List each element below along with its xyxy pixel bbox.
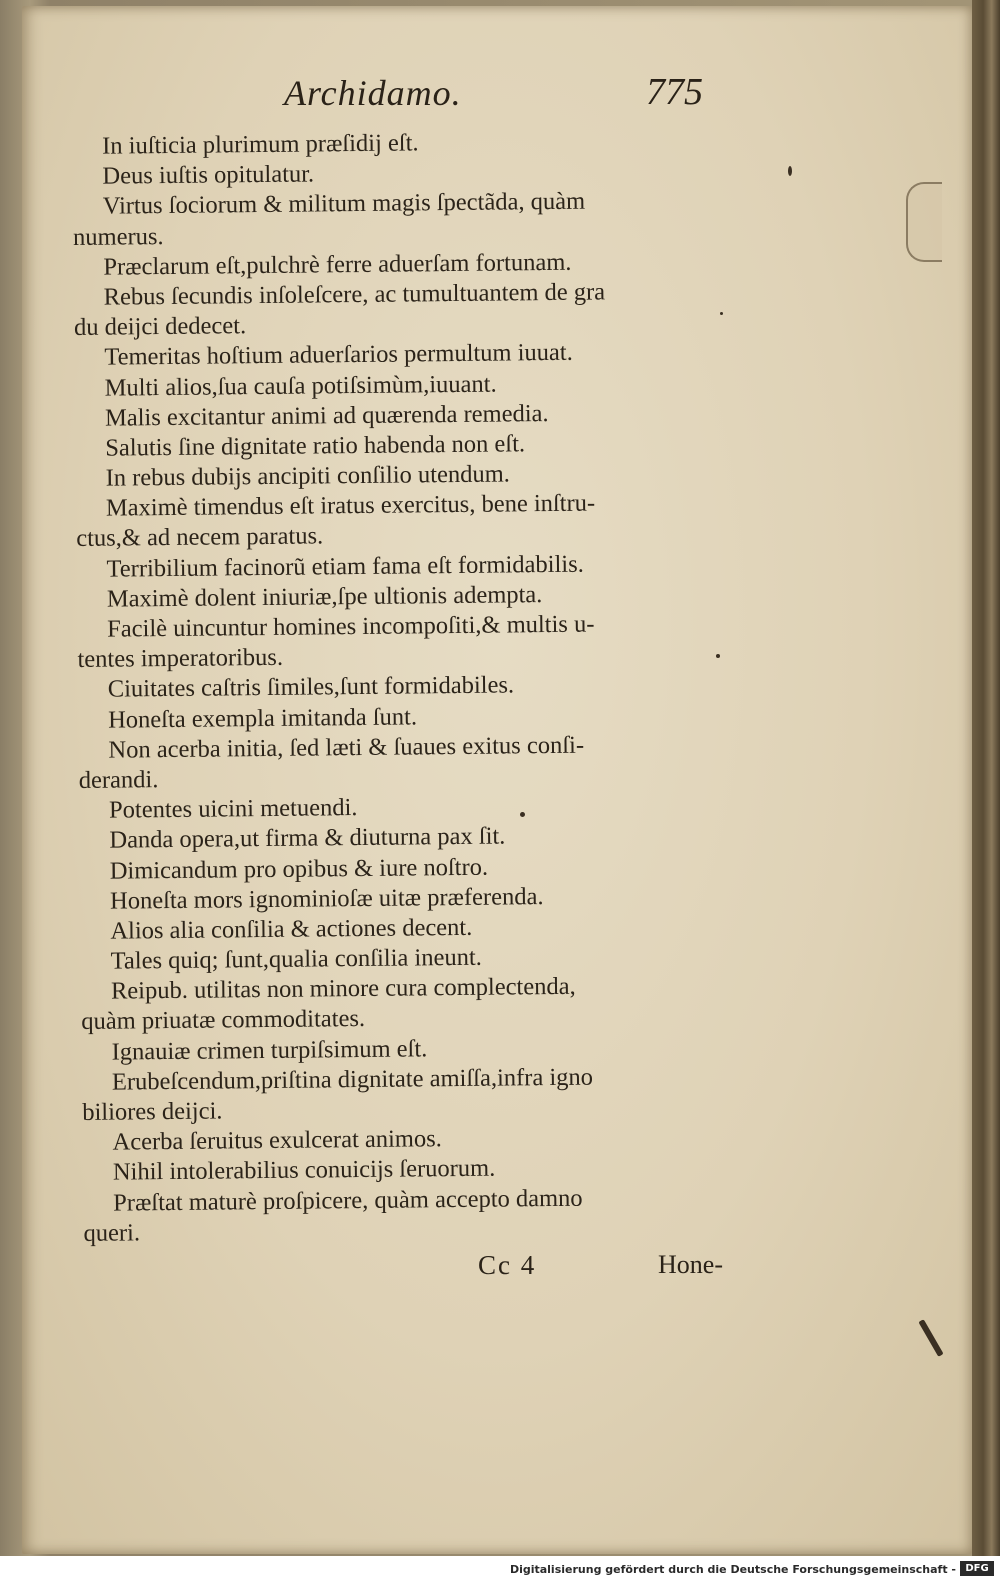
text-line: Reipub. utilitas non minore cura complectenda, [110,973,576,1005]
text-line: In rebus dubijs ancipiti conſilio utendum. [105,460,510,492]
text-line: derandi. [78,766,159,794]
text-line: biliores deijci. [82,1097,223,1126]
text-line: ctus,& ad necem paratus. [76,522,324,553]
text-line: Danda opera,ut firma & diuturna pax ſit. [109,822,506,854]
dfg-logo: DFG [960,1561,994,1576]
paper-speck [720,312,723,315]
signature-mark: Cc 4 [478,1250,537,1280]
text-line: Dimicandum pro opibus & iure noſtro. [109,853,489,885]
text-block [72,125,754,1249]
text-line: Tales quiq; ſunt,qualia conſilia ineunt. [110,943,482,975]
page-number: 775 [646,71,703,113]
text-line: Multi alios,ſua cauſa potiſsimùm,iuuant. [104,370,497,402]
text-line: Alios alia conſilia & actiones decent. [110,913,473,945]
credit-bar [0,1556,1000,1580]
running-header-title: Archidamo. [284,73,462,113]
catchword: Hone- [658,1250,723,1279]
text-line: queri. [83,1219,141,1247]
text-line: Rebus ſecundis inſoleſcere, ac tumultuantem de gra [103,278,606,311]
text-line: Honeſta mors ignominioſæ uitæ præferenda. [109,882,544,915]
text-line: Erubeſcendum,priſtina dignitate amiſſa,infra igno [111,1063,594,1096]
text-line: Ciuitates caſtris ſimiles,ſunt formidabiles. [107,671,515,704]
text-line: Virtus ſociorum & militum magis ſpectãda, quàm [102,188,586,221]
text-line: Facilè uincuntur homines incompoſiti,& multis u- [107,610,595,643]
paper-speck [716,654,720,658]
text-line: Temeritas hoſtium aduerſarios permultum iuuat. [104,339,573,371]
text-line: Salutis ſine dignitate ratio habenda non eſt. [105,430,526,462]
text-line: Præſtat maturè proſpicere, quàm accepto damno [113,1184,583,1217]
text-line: Maximè dolent iniuriæ,ſpe ultionis adempta. [106,580,543,613]
text-line: Ignauiæ crimen turpiſsimum eſt. [111,1034,428,1066]
text-line: Acerba ſeruitus exulcerat animos. [112,1125,442,1156]
text-line: Terribilium facinorũ etiam fama eſt formidabilis. [106,550,584,583]
text-line: Non acerba initia, ſed læti & ſuaues exitus conſi- [108,731,585,764]
text-line: Malis excitantur animi ad quærenda remedia. [104,399,549,432]
page-clip [906,182,942,262]
text-line: numerus. [72,222,164,251]
text-line: Nihil intolerabilius conuicijs ſeruorum. [112,1155,496,1187]
text-line: Honeſta exempla imitanda ſunt. [108,702,418,734]
paper-speck [520,812,525,817]
text-line: quàm priuatæ commoditates. [81,1005,366,1036]
text-line: Præclarum eſt,pulchrè ferre aduerſam fortunam. [103,248,572,281]
paper-speck [788,166,792,176]
credit-text: Digitalisierung gefördert durch die Deutsche Forschungsgemeinschaft - [509,1563,956,1576]
text-line: In iuſticia plurimum præſidij eſt. [102,129,419,160]
text-line: Maximè timendus eſt iratus exercitus, bene inſtru- [105,489,596,522]
book-edge [972,0,1000,1556]
text-line: Potentes uicini metuendi. [108,794,358,824]
text-line: Deus iuſtis opitulatur. [102,160,315,190]
text-line: tentes imperatoribus. [77,644,284,674]
text-line: du deijci dedecet. [73,312,247,342]
